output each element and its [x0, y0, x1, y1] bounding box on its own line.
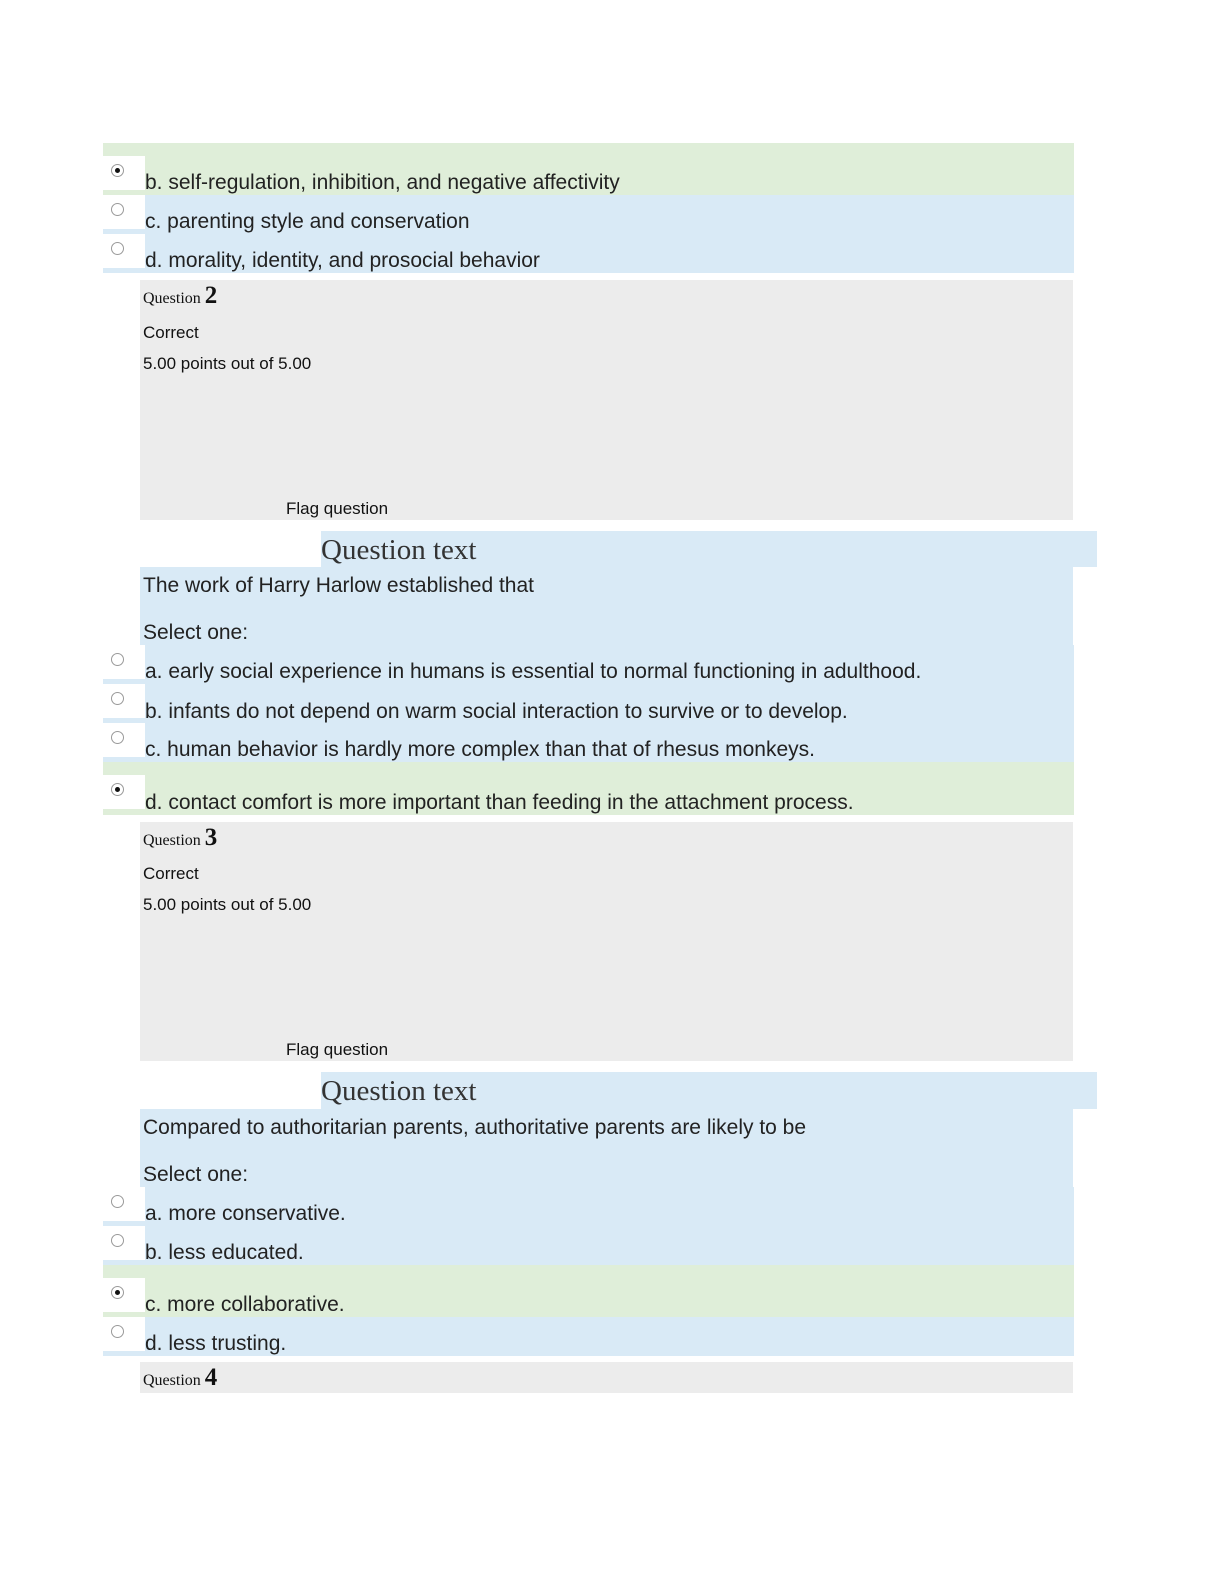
- question-number: [143, 282, 217, 310]
- question-info-panel: [140, 280, 1073, 520]
- answer-option[interactable]: b. self-regulation, inhibition, and negative affectivity: [145, 171, 620, 194]
- radio-cell: [103, 684, 145, 718]
- question-points: 5.00 points out of 5.00: [143, 895, 312, 914]
- answer-option[interactable]: d. morality, identity, and prosocial behavior: [145, 249, 540, 272]
- question-number: [143, 824, 217, 852]
- answer-option[interactable]: c. parenting style and conservation: [145, 210, 470, 233]
- radio-cell: [103, 1226, 145, 1260]
- radio-cell: [103, 723, 145, 757]
- answer-option[interactable]: b. less educated.: [145, 1241, 304, 1264]
- answer-option[interactable]: a. early social experience in humans is essential to normal functioning in adulthood.: [145, 660, 922, 683]
- question-info-panel: [140, 822, 1073, 1061]
- question-info-panel: [140, 1362, 1073, 1393]
- radio-button[interactable]: [111, 731, 124, 744]
- question-number-value: 4: [204, 1364, 218, 1391]
- question-text: Compared to authoritarian parents, authoritative parents are likely to be: [143, 1116, 807, 1139]
- answer-option[interactable]: c. human behavior is hardly more complex than that of rhesus monkeys.: [145, 738, 815, 761]
- radio-button[interactable]: [111, 783, 124, 796]
- question-text-heading: Question text: [321, 534, 477, 566]
- radio-button[interactable]: [111, 164, 124, 177]
- question-status: Correct: [143, 323, 199, 342]
- radio-button[interactable]: [111, 653, 124, 666]
- radio-cell: [103, 775, 145, 809]
- radio-button[interactable]: [111, 242, 124, 255]
- radio-cell: [103, 1278, 145, 1312]
- radio-button[interactable]: [111, 1325, 124, 1338]
- question-text: The work of Harry Harlow established that: [143, 574, 534, 597]
- answer-option[interactable]: b. infants do not depend on warm social interaction to survive or to develop.: [145, 700, 848, 723]
- question-text-heading: Question text: [321, 1075, 477, 1107]
- question-points: 5.00 points out of 5.00: [143, 354, 312, 373]
- select-one-label: Select one:: [143, 1163, 249, 1186]
- question-number-value: 3: [204, 824, 218, 851]
- radio-cell: [103, 1317, 145, 1351]
- flag-question-link[interactable]: Flag question: [286, 1040, 389, 1059]
- radio-cell: [103, 1187, 145, 1221]
- radio-button[interactable]: [111, 692, 124, 705]
- flag-question-link[interactable]: Flag question: [286, 499, 389, 518]
- select-one-label: Select one:: [143, 621, 249, 644]
- question-number: [143, 1364, 217, 1392]
- radio-button[interactable]: [111, 1286, 124, 1299]
- radio-button[interactable]: [111, 1234, 124, 1247]
- answer-option[interactable]: a. more conservative.: [145, 1202, 346, 1225]
- radio-button[interactable]: [111, 1195, 124, 1208]
- radio-button[interactable]: [111, 203, 124, 216]
- answer-option[interactable]: c. more collaborative.: [145, 1293, 345, 1316]
- radio-cell: [103, 645, 145, 679]
- question-number-value: 2: [204, 282, 218, 309]
- question-prefix: Question: [143, 290, 201, 307]
- radio-cell: [103, 156, 145, 190]
- answer-option[interactable]: d. less trusting.: [145, 1332, 287, 1355]
- question-prefix: Question: [143, 1372, 201, 1389]
- radio-cell: [103, 234, 145, 268]
- question-status: Correct: [143, 864, 199, 883]
- question-prefix: Question: [143, 832, 201, 849]
- radio-cell: [103, 195, 145, 229]
- answer-option[interactable]: d. contact comfort is more important than feeding in the attachment process.: [145, 791, 854, 814]
